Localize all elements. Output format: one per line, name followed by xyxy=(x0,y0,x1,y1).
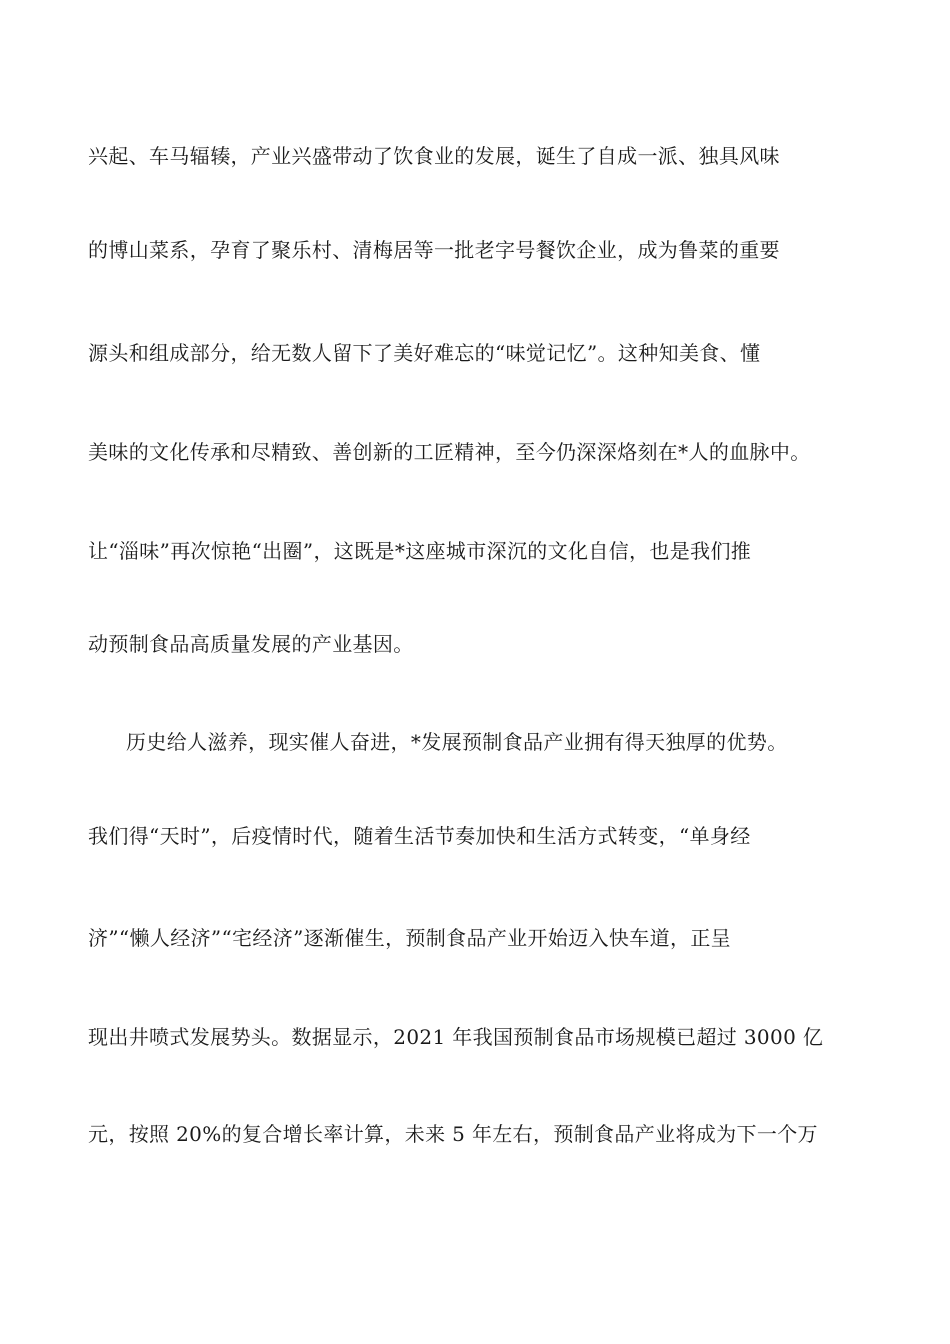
text-line: 美味的文化传承和尽精致、善创新的工匠精神，至今仍深深烙刻在*人的血脉中。 xyxy=(88,440,811,464)
text-line: 源头和组成部分，给无数人留下了美好难忘的“味觉记忆”。这种知美食、懂 xyxy=(88,341,761,365)
text-line: 让“淄味”再次惊艳“出圈”，这既是*这座城市深沉的文化自信，也是我们推 xyxy=(88,539,752,563)
text-line: 现出井喷式发展势头。数据显示，2021 年我国预制食品市场规模已超过 3000 亿 xyxy=(88,1025,824,1049)
paragraph-first-line: 历史给人滋养，现实催人奋进，*发展预制食品产业拥有得天独厚的优势。 xyxy=(126,730,788,754)
text-line: 我们得“天时”，后疫情时代，随着生活节奏加快和生活方式转变，“单身经 xyxy=(88,824,751,848)
text-line: 兴起、车马辐辏，产业兴盛带动了饮食业的发展，诞生了自成一派、独具风味 xyxy=(88,144,780,168)
text-line: 动预制食品高质量发展的产业基因。 xyxy=(88,632,414,656)
text-line: 济”“懒人经济”“宅经济”逐渐催生，预制食品产业开始迈入快车道，正呈 xyxy=(88,926,732,950)
text-line: 的博山菜系，孕育了聚乐村、清梅居等一批老字号餐饮企业，成为鲁菜的重要 xyxy=(88,238,780,262)
text-line: 元，按照 20%的复合增长率计算，未来 5 年左右，预制食品产业将成为下一个万 xyxy=(88,1122,818,1146)
